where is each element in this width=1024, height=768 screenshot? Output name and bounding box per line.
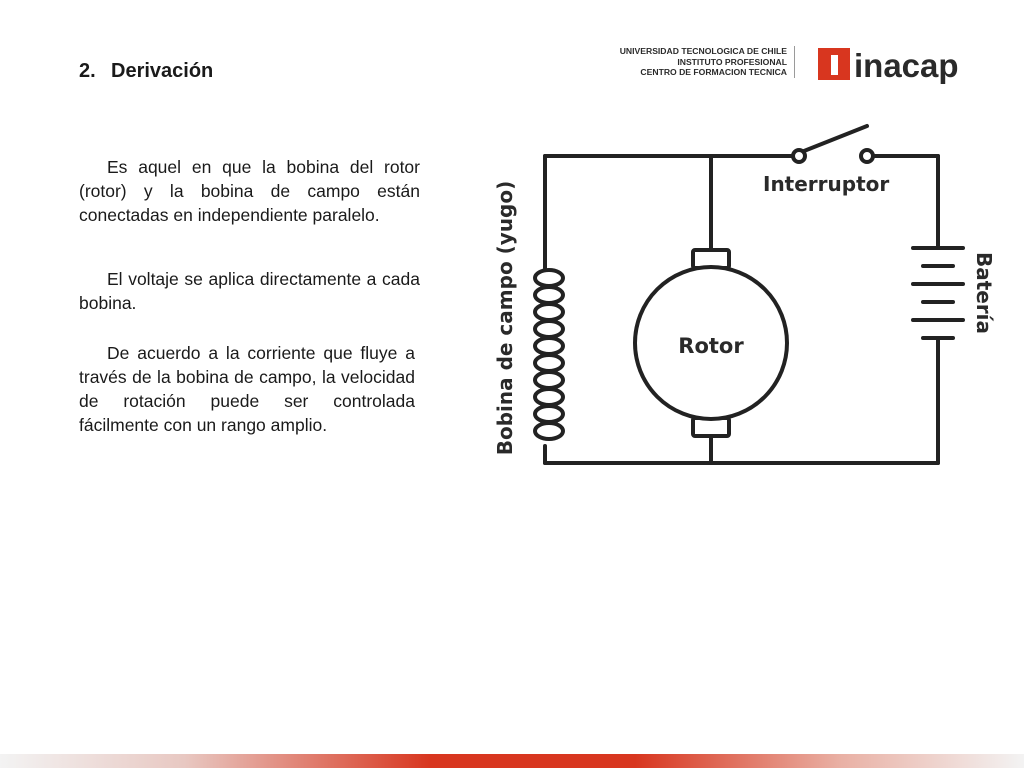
rotor-label — [678, 334, 744, 358]
coil-loop — [535, 304, 563, 320]
institution-line: INSTITUTO PROFESIONAL — [677, 56, 787, 67]
switch-blade — [804, 126, 867, 151]
coil-loop — [535, 270, 563, 286]
rotor-label-text: Rotor — [678, 334, 744, 358]
logo-wordmark — [854, 47, 959, 84]
shunt-circuit-diagram — [485, 118, 1005, 478]
switch-contact-right — [861, 150, 873, 162]
footer-color-bar — [0, 754, 1024, 768]
coil-loop — [535, 338, 563, 354]
slide-title — [79, 60, 213, 83]
inacap-logo — [818, 46, 966, 84]
coil-loop — [535, 389, 563, 405]
field-coil-label — [493, 181, 517, 456]
battery-label-text: Batería — [972, 251, 996, 335]
coil-loop — [535, 355, 563, 371]
institution-line: CENTRO DE FORMACION TECNICA — [640, 67, 787, 77]
switch-label-text: Interruptor — [763, 172, 890, 196]
field-coil-label-text: Bobina de campo (yugo) — [493, 180, 517, 456]
paragraph-definition: Es aquel en que la bobina del rotor (rotor) y la bobina de campo están conectadas en independiente paralelo. — [79, 157, 420, 225]
paragraph-voltage: El voltaje se aplica directamente a cada bobina. — [79, 269, 420, 313]
logo-wordmark-text: inacap — [854, 47, 959, 84]
coil-loop — [535, 287, 563, 303]
coil-loop — [535, 372, 563, 388]
paragraph-speed-control: De acuerdo a la corriente que fluye a través de la bobina de campo, la velocidad de rotación puede ser controlada fácilmente con un rango amplio. — [79, 343, 415, 435]
logo-i-stroke — [831, 55, 838, 75]
institution-line: UNIVERSIDAD TECNOLOGICA DE CHILE — [619, 46, 787, 56]
section-title: Derivación — [111, 60, 214, 82]
section-number: 2. — [79, 60, 96, 82]
coil-loop — [535, 321, 563, 337]
institution-names — [620, 46, 795, 78]
field-coil-loops — [535, 270, 563, 439]
battery-label — [972, 252, 996, 334]
coil-loop — [535, 406, 563, 422]
switch-label — [763, 172, 889, 196]
coil-loop — [535, 423, 563, 439]
